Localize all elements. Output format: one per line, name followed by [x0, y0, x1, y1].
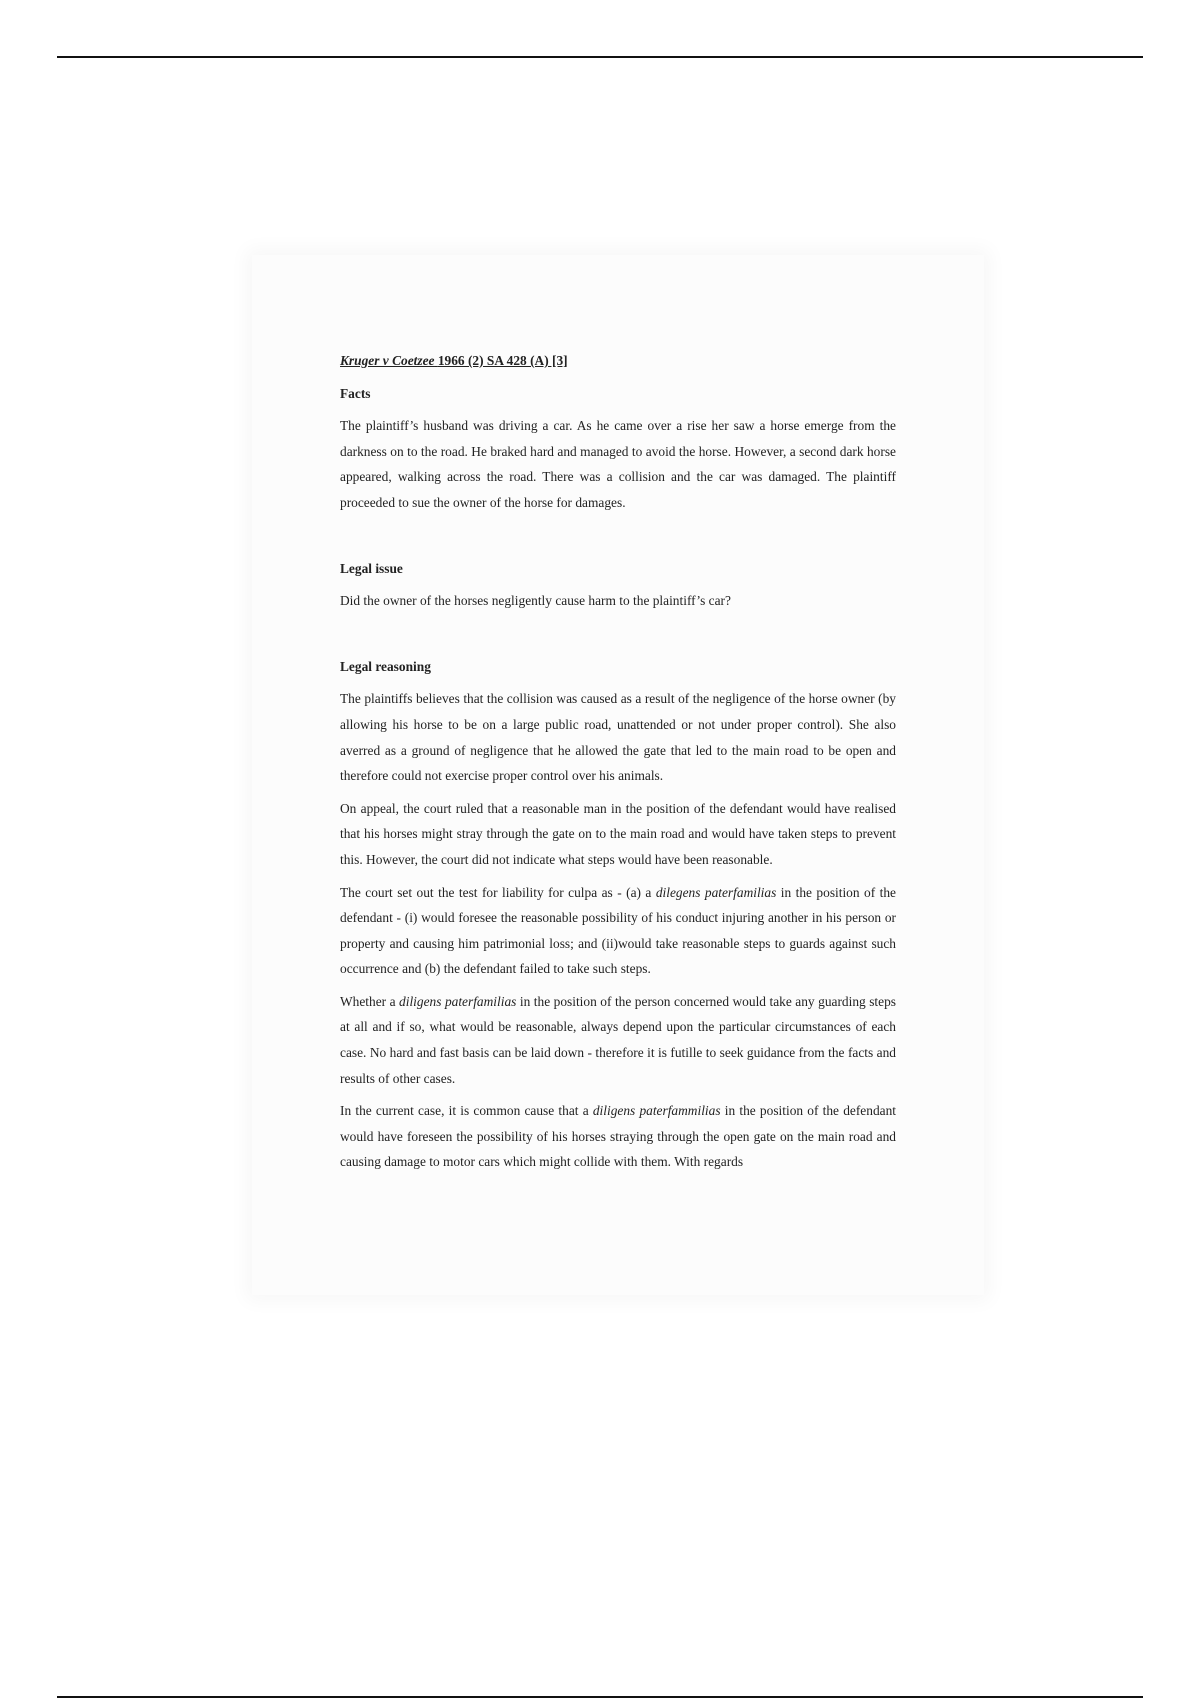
- document-page: [252, 255, 984, 1295]
- legal-reasoning-paragraph-3: [340, 880, 896, 982]
- facts-heading: Facts: [340, 385, 371, 401]
- latin-term: diligens paterfammilias: [592, 1103, 721, 1119]
- legal-reasoning-paragraph-2: On appeal, the court ruled that a reasonable man in the position of the defendant would have realised that his horses might stray through the gate on to the main road and would have taken steps to prevent this. However, the court did not indicate what steps would have been reasonable.: [340, 800, 896, 867]
- section-spacer: [340, 621, 896, 654]
- paragraph-text: in the position of the person concerned would take any guarding steps at all and if so, what would be reasonable, always depend upon the particular circumstances of each case. No hard and fast basis can be laid down - therefore it is futille to seek guidance from the facts and results of other cases.: [340, 993, 896, 1086]
- paragraph-text: in the position of the defendant - (i) would foresee the reasonable possibility of his conduct injuring another in his person or property and causing him patrimonial loss; and (ii)would take reasonable steps to guards against such occurrence and (b) the defendant failed to take such steps.: [340, 884, 896, 977]
- legal-issue-heading: Legal issue: [340, 560, 403, 576]
- paragraph-text: in the position of the defendant would have foreseen the possibility of his horses straying through the open gate on the main road and causing damage to motor cars which might collide with them. With regards: [340, 1103, 896, 1170]
- legal-reasoning-heading: Legal reasoning: [340, 658, 431, 674]
- legal-reasoning-paragraph-4: [340, 989, 896, 1091]
- paragraph-text: Whether a: [340, 993, 400, 1009]
- paragraph-text: In the current case, it is common cause that a: [340, 1103, 593, 1119]
- top-divider: [57, 56, 1143, 58]
- paragraph-text: The court set out the test for liability for culpa as - (a) a: [340, 884, 656, 900]
- latin-term: dilegens paterfamilias: [655, 884, 777, 900]
- bottom-divider: [57, 1696, 1143, 1698]
- case-citation: 1966 (2) SA 428 (A) [3]: [437, 353, 568, 368]
- legal-issue-paragraph: Did the owner of the horses negligently cause harm to the plaintiff’s car?: [340, 593, 731, 609]
- section-spacer: [340, 523, 896, 556]
- case-title: [340, 348, 896, 374]
- facts-paragraph: The plaintiff’s husband was driving a car. As he came over a rise her saw a horse emerge from the darkness on to the road. He braked hard and managed to avoid the horse. However, a second dark horse appeared, walking across the road. There was a collision and the car was damaged. The plaintiff proceeded to sue the owner of the horse for damages.: [340, 418, 896, 510]
- legal-reasoning-paragraph-1: The plaintiffs believes that the collision was caused as a result of the negligence of the horse owner (by allowing his horse to be on a large public road, unattended or not under proper control). She also averred as a ground of negligence that he allowed the gate that led to the main road to be open and therefore could not exercise proper control over his animals.: [340, 691, 896, 784]
- document-body: [340, 348, 896, 1182]
- case-name: Kruger v Coetzee: [340, 353, 435, 368]
- legal-reasoning-paragraph-5: [340, 1098, 896, 1175]
- latin-term: diligens paterfamilias: [399, 993, 517, 1009]
